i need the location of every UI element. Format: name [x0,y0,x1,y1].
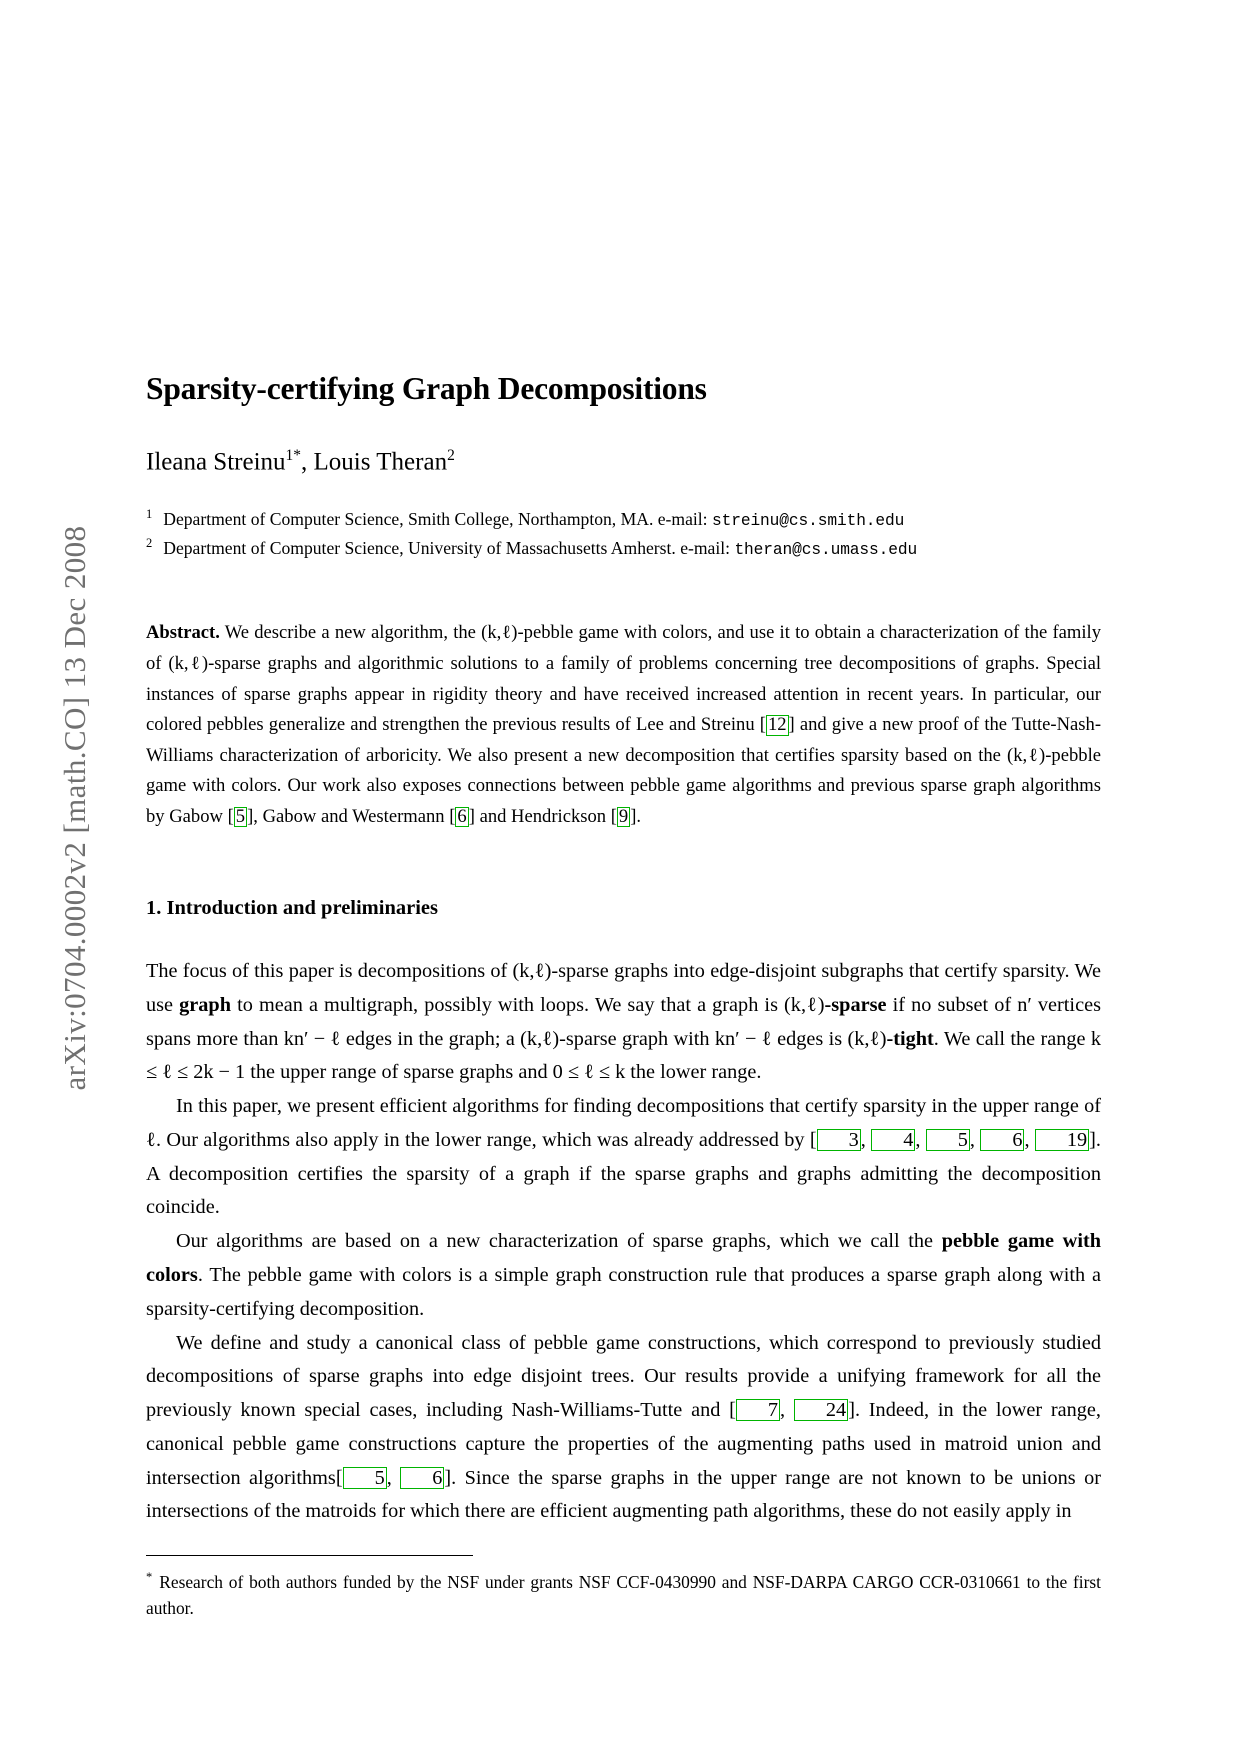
abstract-text-part-5: . [636,805,642,827]
paragraph-3-text-a: Our algorithms are based on a new characterization of sparse graphs, which we call the [176,1230,934,1253]
term-tight: -tight [886,1027,934,1050]
citation-link-6[interactable]: 6 [457,805,467,827]
abstract-text-part-1: We describe a new algorithm, the (k,ℓ)-pebble game with colors, and use it to obtain a characterization of the family of (k,ℓ)-sparse graphs and algorithmic solutions to a family of problems concerning tree decompositions of graphs. Special instances of sparse graphs appear in rigidity theory and have received increased attention in recent years. In particular, our colored pebbles generalize and strengthen the previous results of Lee and Streinu [146,622,1101,736]
body-paragraph-4: We define and study a canonical class of pebble game constructions, which correspond to previously studied decompositions of sparse graphs into edge disjoint trees. Our results provide a unifying framework for all the previously known special cases, including Nash-Williams-Tutte and [ 7, 24]. Indeed, in the lower range, canonical pebble game constructions capture the properties of the augmenting paths used in matroid union and intersection algorithms[ 5, 6]. Since the sparse graphs in the upper range are not known to be unions or intersections of the matroids for which there are efficient augmenting path algorithms, these do not easily apply in [146,1331,1101,1523]
citation-link-19[interactable]: 19 [1035,1129,1089,1151]
citation-link-12[interactable]: 12 [767,714,787,736]
citation-link-3[interactable]: 3 [817,1129,861,1151]
term-sparse: -sparse [824,993,887,1016]
author-separator: , Louis Theran [301,448,448,476]
paragraph-2-text-b: . A decomposition certifies the sparsity of a graph if the sparse graphs and graphs admitting the decomposition coincide. [146,1128,1101,1219]
paragraph-1-text-d: . We call the range k ≤ ℓ ≤ 2k − 1 the upper range of sparse graphs and 0 ≤ ℓ ≤ k the lower range. [146,1027,1101,1084]
paragraph-1-text-c: if no subset of n′ vertices spans more than kn′ − ℓ edges in the graph; a (k,ℓ)-sparse graph with kn′ − ℓ edges is (k,ℓ) [146,993,1101,1050]
footnote-funding-note [146,1568,1101,1621]
term-pebble-game-with-colors: pebble game with colors [146,1230,1101,1287]
paragraph-1-text-a: The focus of this paper is decompositions of (k,ℓ)-sparse graphs into edge-disjoint subgraphs that certify sparsity. We use [146,959,1101,1016]
affiliation-number-1: 1 [146,507,153,522]
paragraph-3-text-b: . The pebble game with colors is a simple graph construction rule that produces a sparse graph along with a sparsity-certifying decomposition. [146,1264,1101,1320]
footnote-text-content: Research of both authors funded by the NSF under grants NSF CCF-0430990 and NSF-DARPA CARGO CCR-0310661 to the first author. [146,1571,1101,1618]
author-1-affiliation-marker: 1* [285,446,302,464]
page-title: Sparsity-certifying Graph Decompositions [146,371,707,406]
abstract-paragraph: Abstract. We describe a new algorithm, the (k,ℓ)-pebble game with colors, and use it to obtain a characterization of the family of (k,ℓ)-sparse graphs and algorithmic solutions to a family of problems concerning tree decompositions of graphs. Special instances of sparse graphs appear in rigidity theory and have received increased attention in recent years. In particular, our colored pebbles generalize and strengthen the previous results of Lee and Streinu [ 12 ] and give a new proof of the Tutte-Nash-Williams characterization of arboricity. We also present a new decomposition that certifies sparsity based on the (k,ℓ)-pebble game with colors. Our work also exposes connections between pebble game algorithms and previous sparse graph algorithms by Gabow [ 5 ], Gabow and Westermann [ 6 ] and Hendrickson [ 9 ]. [146,622,1102,827]
citation-link-9[interactable]: 9 [618,805,629,827]
footnote-marker: * [146,1570,153,1584]
affiliation-text-2: Department of Computer Science, University of Massachusetts Amherst. e-mail: [163,537,731,558]
citation-link-5b[interactable]: 5 [926,1129,970,1151]
footnote-block [146,1555,1101,1621]
affiliation-line-1 [146,505,1101,533]
body-paragraph-2: In this paper, we present efficient algorithms for finding decompositions that certify sparsity in the upper range of ℓ. Our algorithms also apply in the lower range, which was already addressed by [ 3, 4, 5, 6, 19]. A decomposition certifies the sparsity of a graph if the sparse graphs and graphs admitting the decomposition coincide. [146,1095,1101,1219]
affiliation-number-2: 2 [146,535,153,550]
abstract-text-part-4: and Hendrickson [479,805,607,827]
author-email-1[interactable]: streinu@cs.smith.edu [711,512,905,531]
abstract-text-part-3: , Gabow and Westermann [253,805,445,827]
citation-link-5[interactable]: 5 [235,805,246,827]
citation-link-6c[interactable]: 6 [400,1467,444,1489]
affiliation-text-1: Department of Computer Science, Smith College, Northampton, MA. e-mail: [163,509,708,530]
paragraph-2-text-a: In this paper, we present efficient algorithms for finding decompositions that certify sparsity in the upper range of ℓ. Our algorithms also apply in the lower range, which was already addressed by [146,1095,1101,1151]
author-name-1: Ileana Streinu [146,448,286,476]
author-list [146,446,1101,478]
citation-link-6b[interactable]: 6 [980,1129,1024,1151]
paragraph-4-text-b: . Indeed, in the lower range, canonical pebble game constructions capture the properties of the augmenting paths used in matroid union and intersection algorithms [146,1399,1101,1489]
affiliation-block [146,505,1101,562]
paragraph-4-text-a: We define and study a canonical class of pebble game constructions, which correspond to previously studied decompositions of sparse graphs into edge disjoint trees. Our results provide a unifying framework for all the previously known special cases, including Nash-Williams-Tutte and [146,1331,1101,1422]
author-2-affiliation-marker: 2 [447,446,455,464]
author-email-2[interactable]: theran@cs.umass.edu [734,540,918,559]
paragraph-1-text-b: to mean a multigraph, possibly with loops. We say that a graph is (k,ℓ) [237,993,825,1016]
term-graph: graph [179,993,231,1016]
abstract-label: Abstract. [146,622,220,644]
affiliation-line-2 [146,534,1101,562]
body-paragraph-3 [146,1225,1101,1326]
footnote-divider [146,1555,473,1556]
abstract-text-part-2: and give a new proof of the Tutte-Nash-Williams characterization of arboricity. We also present a new decomposition that certifies sparsity based on the (k,ℓ)-pebble game with colors. Our work also exposes connections between pebble game algorithms and previous sparse graph algorithms by Gabow [146,714,1102,827]
section-heading-1: 1. Introduction and preliminaries [146,897,438,920]
citation-link-5c[interactable]: 5 [343,1467,387,1489]
paragraph-4-text-c: . Since the sparse graphs in the upper range are not known to be unions or intersections of the matroids for which there are efficient augmenting path algorithms, these do not easily apply in [146,1466,1101,1523]
body-paragraph-1 [146,955,1101,1090]
citation-link-7[interactable]: 7 [736,1399,780,1421]
citation-link-24[interactable]: 24 [794,1399,848,1421]
arxiv-identifier-stamp: arXiv:0704.0002v2 [math.CO] 13 Dec 2008 [57,525,92,1091]
citation-link-4[interactable]: 4 [871,1129,915,1151]
paper-content [146,370,1101,1529]
